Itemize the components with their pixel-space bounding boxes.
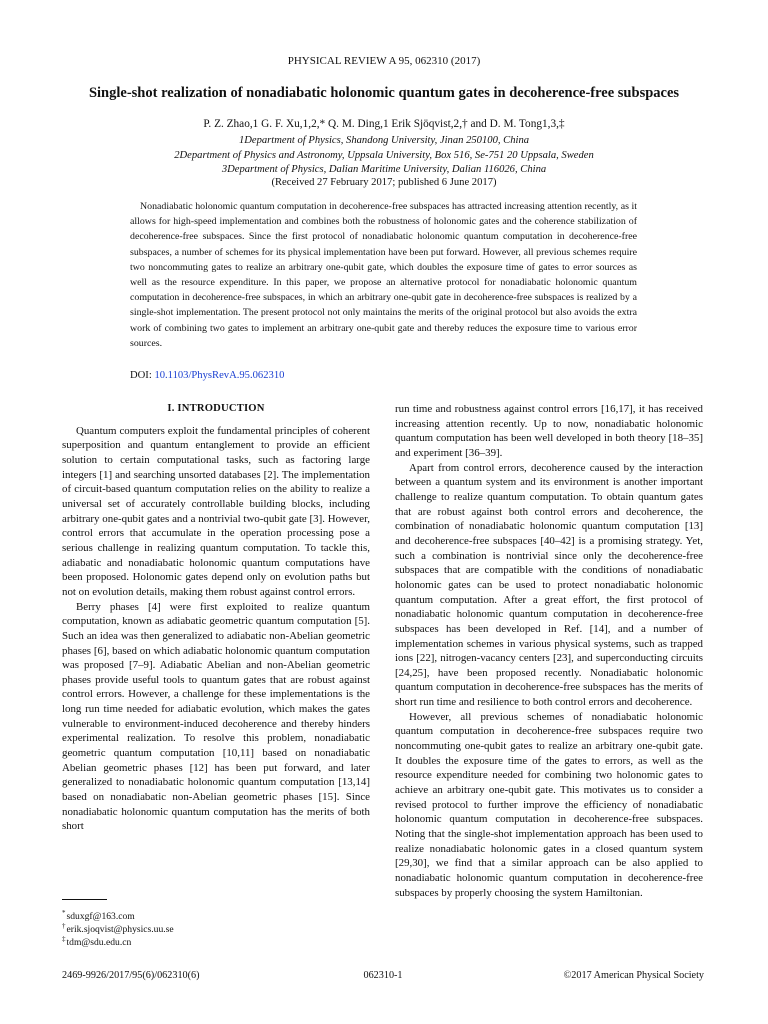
- paragraph-intro-2: Berry phases [4] were first exploited to realize quantum computation, known as adiabatic geometric quantum computation [5]. Such an idea was then generalized to adiabatic non-Abelian geometric phases [6], based on which adiabatic holonomic quantum computation was proposed [7–9]. Adiabatic Abelian and non-Abelian geometric phases provide useful tools to quantum gates that are robust against control errors. However, a challenge for these implementations is the long run time needed for adiabatic evolution, which makes the gates vulnerable to environment-induced decoherence and thereby hinders experimental realization. To resolve this problem, nonadiabatic geometric quantum computation [10,11] based on nonadiabatic Abelian geometric phases [12] has been put forward, and later generalized to nonadiabatic holonomic quantum computation [13,14] based on nonadiabatic non-Abelian geometric phases [15]. Since nonadiabatic holonomic quantum computation has the merits of both short: [62, 600, 370, 833]
- paragraph-intro-3: run time and robustness against control errors [16,17], it has received increasing attention recently. Up to now, nonadiabatic holonomic quantum computation has been well developed in both theory [18–35] and experiment [36–39].: [395, 403, 703, 459]
- footnotes: [62, 910, 174, 949]
- journal-header: [0, 55, 768, 67]
- abstract: Nonadiabatic holonomic quantum computation in decoherence-free subspaces has attracted increasing attention recently, as it allows for high-speed implementation and combines both the robustness of holonomic gates and the coherence stabilization of decoherence-free subspaces. Since the first protocol of nonadiabatic holonomic quantum computation in decoherence-free subspaces, a number of schemes for its physical implementation have been put forward. However, all previous schemes require two noncommuting gates to realize an arbitrary one-qubit gate, which doubles the exposure time of gates to error sources as well as the resource expenditure. In this paper, we propose an alternative protocol for nonadiabatic holonomic quantum computation in decoherence-free subspaces, in which an arbitrary one-qubit gate in decoherence-free subspaces is realized by a single-shot implementation. The present protocol not only maintains the merits of the original protocol but also avoids the extra work of combining two gates to implement an arbitrary one-qubit gate and thereby reduces the exposure time to various error sources.: [130, 201, 637, 349]
- paragraph-intro-1: Quantum computers exploit the fundamental principles of coherent superposition and quantum entanglement to provide an efficient solution to certain computational tasks, such as factoring large integers [1] and searching unsorted databases [2]. The implementation of circuit-based quantum computation relies on the ability to realize a universal set of accurately controllable building blocks, including arbitrary one-qubit gates and a nontrivial two-qubit gate [3]. However, control errors that accumulate in the operation processing pose a serious challenge in realizing quantum computation. To tackle this, adiabatic and nonadiabatic holonomic quantum computations have been proposed. Holonomic gates depend only on evolution paths but not on evolution details, making them robust against control errors.: [62, 424, 370, 598]
- footnote-2: [62, 923, 174, 936]
- footnote-1: [62, 910, 174, 923]
- received-dates: (Received 27 February 2017; published 6 June 2017): [271, 177, 497, 188]
- paper-title: Single-shot realization of nonadiabatic holonomic quantum gates in decoherence-free subspaces: [88, 85, 680, 101]
- paragraph-intro-4: Apart from control errors, decoherence caused by the interaction between a quantum system and its environment is another important challenge to realize quantum computation. To obtain quantum gates that are robust against both control errors and decoherence, the combination of nonadiabatic holonomic quantum computation [13] and decoherence-free subspaces [40–42] is a promising strategy. Yet, such a combination is nontrivial since only the decoherence-free subspaces that are compatible with the conditions of nonadiabatic holonomic gates can be used to protect nonadiabatic holonomic quantum computation. After a great effort, the first protocol of nonadiabatic holonomic quantum computation in decoherence-free subspaces has been developed in Ref. [14], and a number of implementation schemes in various physical systems, such as trapped ions [22], nitrogen-vacancy centers [23], and superconducting circuits [24,25], have been proposed recently. Nonadiabatic holonomic quantum computation in decoherence-free subspaces has the merits of short run time and resilience to both control errors and decoherence.: [395, 461, 703, 709]
- footnote-email: sduxgf@163.com: [66, 911, 135, 922]
- footnote-email: erik.sjoqvist@physics.uu.se: [66, 924, 174, 935]
- footer-page-number: 062310-1: [363, 970, 403, 981]
- authors-text: P. Z. Zhao,1 G. F. Xu,1,2,* Q. M. Ding,1 Erik Sjöqvist,2,† and D. M. Tong1,3,‡: [203, 118, 565, 130]
- doi-label: DOI:: [130, 370, 152, 381]
- footnote-mark: ‡: [62, 934, 66, 943]
- right-column: [395, 402, 703, 900]
- section-heading-introduction: I. INTRODUCTION: [167, 403, 265, 414]
- footnote-divider: [62, 899, 107, 900]
- left-column: [62, 402, 370, 834]
- footer-issn: 2469-9926/2017/95(6)/062310(6): [62, 970, 200, 981]
- affiliation-1: 1Department of Physics, Shandong University, Jinan 250100, China: [238, 135, 530, 146]
- journal-citation: PHYSICAL REVIEW A 95, 062310 (2017): [287, 55, 481, 67]
- affiliation-3: 3Department of Physics, Dalian Maritime University, Dalian 116026, China: [221, 164, 547, 175]
- doi-line: [130, 370, 284, 381]
- footnote-mark: †: [62, 921, 66, 930]
- footnote-3: [62, 936, 174, 949]
- affiliation-list: [0, 134, 768, 178]
- footnote-email: tdm@sdu.edu.cn: [66, 937, 132, 948]
- paragraph-intro-5: However, all previous schemes of nonadiabatic holonomic quantum computation in decoherence-free subspaces require two noncommuting one-qubit gates to realize an arbitrary one-qubit gate. It doubles the exposure time of the gates to errors, as well as the resource expenditure needed for combining two holonomic gates to achieve an arbitrary one-qubit gate. This motivates us to consider a revised protocol to further improve the efficiency of nonadiabatic holonomic quantum computation in decoherence-free subspaces. Noting that the single-shot implementation approach has been used to realize nonadiabatic holonomic gates in a closed quantum system [29,30], we find that a similar approach can be also applied to nonadiabatic holonomic quantum computation in decoherence-free subspaces by properly choosing the system Hamiltonian.: [395, 710, 703, 899]
- footnote-mark: *: [62, 908, 66, 917]
- affiliation-2: 2Department of Physics and Astronomy, Uppsala University, Box 516, Se-751 20 Uppsala, Sweden: [174, 149, 594, 161]
- footer-copyright: ©2017 American Physical Society: [563, 970, 704, 981]
- doi-link[interactable]: 10.1103/PhysRevA.95.062310: [154, 370, 285, 381]
- author-list: [0, 118, 768, 130]
